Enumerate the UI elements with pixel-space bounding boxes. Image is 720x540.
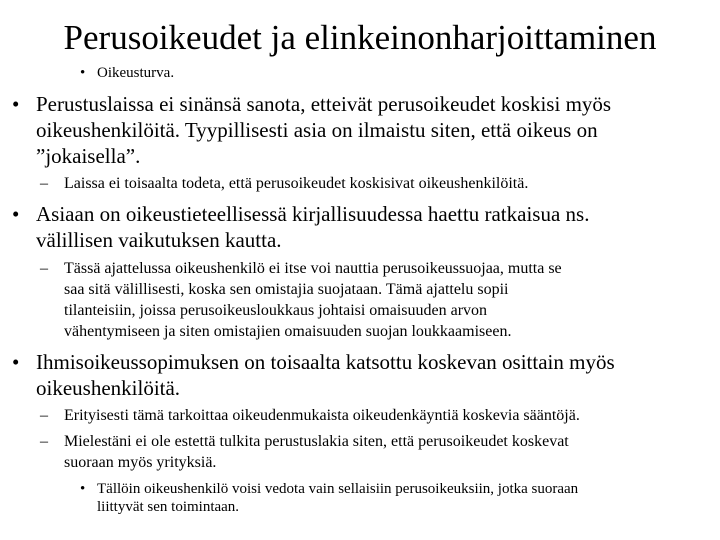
sub-marker-2-1: – <box>40 260 48 277</box>
bullet-1-line-1: Perustuslaissa ei sinänsä sanota, etteivät perusoikeudet koskisi myös <box>36 92 612 116</box>
sub-3-2-line-1: Mielestäni ei ole estettä tulkita perustuslakia siten, että perusoikeudet koskevat <box>64 433 569 450</box>
bullet-3-line-1: Ihmisoikeussopimuksen on toisaalta katsottu koskevan osittain myös <box>36 350 615 374</box>
bullet-1-line-2: oikeushenkilöitä. Tyypillisesti asia on ilmaistu siten, että oikeus on <box>36 118 598 142</box>
sub-3-2-line-2: suoraan myös yrityksiä. <box>64 454 217 471</box>
intro-bullet: • <box>80 65 86 81</box>
sub-marker-1-1: – <box>40 175 48 192</box>
intro-text: Oikeusturva. <box>97 65 175 81</box>
sub-2-1-line-4: vähentymiseen ja siten omistajien omaisuuden suojan loukkaamiseen. <box>64 323 512 340</box>
sub-2-1-line-2: saa sitä välillisesti, koska sen omistajia suojataan. Tämä ajattelu sopii <box>64 281 509 298</box>
sub-2-1-line-3: tilanteisiin, joissa perusoikeusloukkaus johtaisi omaisuuden arvon <box>64 302 488 319</box>
slide-title: Perusoikeudet ja elinkeinonharjoittaminen <box>63 18 657 57</box>
subsub-3-1-line-1: Tällöin oikeushenkilö voisi vedota vain sellaisiin perusoikeuksiin, jotka suoraan <box>97 481 579 497</box>
sub-marker-3-2: – <box>40 433 48 450</box>
sub-marker-3-1: – <box>40 407 48 424</box>
sub-3-1-line-1: Erityisesti tämä tarkoittaa oikeudenmukaista oikeudenkäyntiä koskevia sääntöjä. <box>64 407 580 424</box>
sub-2-1-line-1: Tässä ajattelussa oikeushenkilö ei itse voi nauttia perusoikeussuojaa, mutta se <box>64 260 562 277</box>
subsub-marker-3-1: • <box>80 481 86 497</box>
bullet-marker-1: • <box>12 92 20 116</box>
bullet-marker-3: • <box>12 350 20 374</box>
bullet-3-line-2: oikeushenkilöitä. <box>36 376 181 400</box>
bullet-2-line-1: Asiaan on oikeustieteellisessä kirjallisuudessa haettu ratkaisua ns. <box>36 202 590 226</box>
bullet-1-line-3: ”jokaisella”. <box>36 144 141 168</box>
sub-1-1-line-1: Laissa ei toisaalta todeta, että perusoikeudet koskisivat oikeushenkilöitä. <box>64 175 529 192</box>
subsub-3-1-line-2: liittyvät sen toimintaan. <box>97 499 240 515</box>
bullet-2-line-2: välillisen vaikutuksen kautta. <box>36 228 282 252</box>
bullet-marker-2: • <box>12 202 20 226</box>
